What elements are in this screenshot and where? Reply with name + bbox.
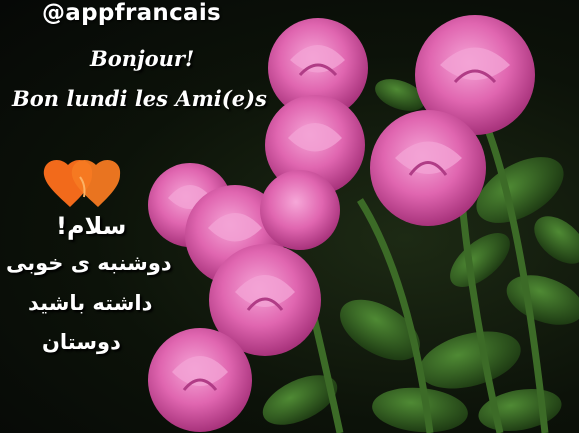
french-message: Bon lundi les Ami(e)s [12,86,267,111]
app-handle: @appfrancais [42,0,222,26]
persian-greeting: سلام! [56,212,127,240]
double-heart-icon [40,155,126,215]
persian-line-2: داشته باشید [28,291,153,315]
french-greeting: Bonjour! [90,46,195,71]
persian-line-3: دوستان [42,330,121,354]
persian-line-1: دوشنبه ی خوبی [6,251,172,275]
